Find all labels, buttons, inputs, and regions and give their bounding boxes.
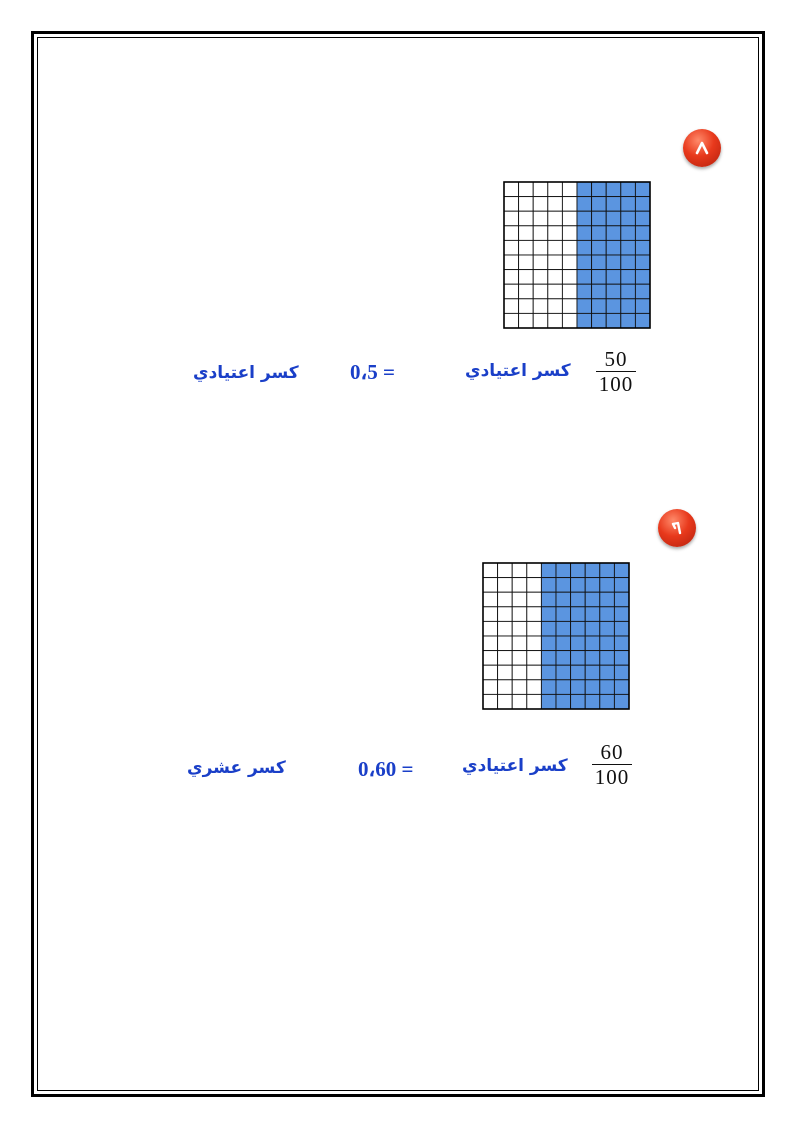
grid-cell-shaded	[541, 563, 556, 578]
grid-cell-shaded	[592, 284, 607, 299]
grid-cell-shaded	[592, 313, 607, 328]
grid-cell-shaded	[614, 636, 629, 651]
grid-cell-shaded	[577, 240, 592, 255]
grid-cell	[519, 197, 534, 212]
fraction-2-label: كسر اعتيادي	[462, 756, 568, 776]
grid-cell-shaded	[592, 182, 607, 197]
grid-cell-shaded	[600, 665, 615, 680]
grid-cell	[498, 694, 513, 709]
grid-cell	[504, 182, 519, 197]
grid-cell	[504, 299, 519, 314]
grid-cell-shaded	[614, 651, 629, 666]
grid-cell	[548, 299, 563, 314]
grid-cell-shaded	[614, 665, 629, 680]
grid-cell	[533, 255, 548, 270]
grid-cell	[504, 255, 519, 270]
grid-cell-shaded	[606, 182, 621, 197]
number-badge-icon	[694, 140, 710, 156]
grid-cell-shaded	[556, 680, 571, 695]
grid-cell-shaded	[556, 607, 571, 622]
grid-cell	[512, 680, 527, 695]
grid-cell-shaded	[606, 226, 621, 241]
grid-cell	[512, 665, 527, 680]
grid-cell-shaded	[556, 563, 571, 578]
grid-cell-shaded	[577, 182, 592, 197]
grid-cell-shaded	[577, 299, 592, 314]
grid-cell-shaded	[614, 592, 629, 607]
grid-cell	[498, 621, 513, 636]
grid-cell-shaded	[541, 636, 556, 651]
grid-cell-shaded	[571, 680, 586, 695]
grid-cell-shaded	[585, 636, 600, 651]
grid-cell-shaded	[621, 299, 636, 314]
grid-cell-shaded	[614, 578, 629, 593]
fraction-2-numerator: 60	[600, 740, 624, 764]
grid-cell	[527, 621, 542, 636]
grid-cell	[512, 592, 527, 607]
hundred-grid-1	[503, 181, 651, 329]
grid-cell-shaded	[621, 255, 636, 270]
grid-cell-shaded	[556, 651, 571, 666]
grid-cell	[562, 226, 577, 241]
grid-cell-shaded	[614, 563, 629, 578]
grid-cell	[533, 182, 548, 197]
exercise-2-badge	[658, 509, 696, 547]
grid-cell-shaded	[614, 694, 629, 709]
grid-cell-shaded	[571, 607, 586, 622]
grid-cell	[527, 694, 542, 709]
grid-cell	[519, 299, 534, 314]
number-badge-icon	[669, 520, 685, 536]
grid-cell	[562, 270, 577, 285]
grid-cell	[483, 680, 498, 695]
grid-cell	[504, 313, 519, 328]
grid-cell	[527, 636, 542, 651]
grid-cell-shaded	[541, 607, 556, 622]
grid-cell-shaded	[585, 563, 600, 578]
grid-cell-shaded	[600, 563, 615, 578]
grid-cell	[483, 578, 498, 593]
grid-cell-shaded	[577, 197, 592, 212]
grid-cell-shaded	[621, 313, 636, 328]
grid-cell-shaded	[621, 197, 636, 212]
grid-cell-shaded	[621, 182, 636, 197]
grid-cell	[504, 197, 519, 212]
grid-cell	[548, 197, 563, 212]
hundred-grid-2	[482, 562, 630, 710]
grid-cell	[512, 607, 527, 622]
grid-cell	[548, 270, 563, 285]
grid-cell	[519, 182, 534, 197]
grid-cell	[519, 270, 534, 285]
grid-cell	[562, 197, 577, 212]
grid-cell	[533, 284, 548, 299]
grid-cell-shaded	[585, 621, 600, 636]
fraction-1-label: كسر اعتيادي	[465, 361, 571, 381]
grid-cell	[527, 651, 542, 666]
grid-cell	[483, 607, 498, 622]
grid-cell	[548, 226, 563, 241]
grid-cell-shaded	[585, 578, 600, 593]
grid-cell	[519, 313, 534, 328]
grid-cell-shaded	[621, 270, 636, 285]
grid-cell-shaded	[606, 299, 621, 314]
grid-cell	[512, 694, 527, 709]
grid-cell	[498, 680, 513, 695]
grid-cell-shaded	[621, 226, 636, 241]
grid-cell	[483, 694, 498, 709]
grid-cell-shaded	[541, 665, 556, 680]
grid-cell-shaded	[585, 651, 600, 666]
grid-cell	[527, 592, 542, 607]
grid-cell	[533, 197, 548, 212]
grid-cell-shaded	[600, 651, 615, 666]
grid-cell	[498, 636, 513, 651]
grid-cell-shaded	[541, 578, 556, 593]
grid-cell-shaded	[621, 284, 636, 299]
grid-cell-shaded	[635, 284, 650, 299]
grid-cell-shaded	[571, 592, 586, 607]
grid-cell	[562, 313, 577, 328]
grid-cell-shaded	[606, 197, 621, 212]
grid-cell	[533, 313, 548, 328]
grid-cell	[548, 240, 563, 255]
grid-cell	[562, 299, 577, 314]
grid-cell-shaded	[571, 636, 586, 651]
grid-cell-shaded	[571, 694, 586, 709]
grid-cell	[527, 665, 542, 680]
grid-cell	[533, 240, 548, 255]
grid-cell-shaded	[571, 651, 586, 666]
grid-cell	[512, 578, 527, 593]
grid-cell	[548, 313, 563, 328]
grid-cell-shaded	[541, 621, 556, 636]
grid-cell-shaded	[577, 255, 592, 270]
equation-1: 0،5 =	[350, 360, 395, 384]
grid-cell	[498, 665, 513, 680]
grid-cell-shaded	[635, 299, 650, 314]
grid-cell-shaded	[592, 240, 607, 255]
grid-cell-shaded	[600, 592, 615, 607]
fraction-1-numerator: 50	[604, 347, 628, 371]
grid-cell	[548, 284, 563, 299]
grid-cell-shaded	[592, 226, 607, 241]
grid-cell-shaded	[635, 197, 650, 212]
grid-cell-shaded	[606, 240, 621, 255]
grid-cell-shaded	[606, 255, 621, 270]
grid-cell	[527, 578, 542, 593]
grid-cell	[548, 211, 563, 226]
grid-cell	[483, 621, 498, 636]
grid-cell-shaded	[541, 680, 556, 695]
grid-cell	[512, 621, 527, 636]
grid-cell-shaded	[541, 592, 556, 607]
grid-cell	[498, 651, 513, 666]
grid-cell	[498, 592, 513, 607]
grid-cell	[519, 226, 534, 241]
grid-cell-shaded	[592, 270, 607, 285]
grid-cell	[504, 270, 519, 285]
grid-cell-shaded	[606, 211, 621, 226]
grid-cell	[483, 563, 498, 578]
grid-cell	[562, 182, 577, 197]
grid-cell	[548, 182, 563, 197]
grid-cell-shaded	[592, 211, 607, 226]
grid-cell	[504, 211, 519, 226]
grid-cell	[562, 284, 577, 299]
grid-cell-shaded	[541, 651, 556, 666]
grid-cell	[533, 299, 548, 314]
result-2-label: كسر عشري	[187, 758, 286, 778]
grid-cell-shaded	[556, 578, 571, 593]
grid-cell	[504, 226, 519, 241]
fraction-2	[592, 741, 632, 788]
grid-cell-shaded	[592, 255, 607, 270]
grid-cell-shaded	[635, 240, 650, 255]
grid-cell-shaded	[571, 578, 586, 593]
grid-cell-shaded	[635, 182, 650, 197]
grid-cell-shaded	[577, 211, 592, 226]
grid-cell-shaded	[585, 592, 600, 607]
grid-cell-shaded	[556, 621, 571, 636]
grid-cell-shaded	[577, 284, 592, 299]
grid-cell-shaded	[556, 665, 571, 680]
grid-cell-shaded	[585, 694, 600, 709]
grid-cell	[512, 563, 527, 578]
grid-cell-shaded	[600, 694, 615, 709]
grid-cell-shaded	[577, 270, 592, 285]
grid-cell	[562, 211, 577, 226]
grid-cell-shaded	[614, 680, 629, 695]
grid-cell	[519, 240, 534, 255]
grid-cell-shaded	[635, 226, 650, 241]
grid-cell-shaded	[606, 313, 621, 328]
grid-cell-shaded	[635, 270, 650, 285]
grid-cell-shaded	[592, 197, 607, 212]
grid-cell	[527, 563, 542, 578]
grid-cell-shaded	[635, 211, 650, 226]
grid-cell-shaded	[614, 621, 629, 636]
grid-cell-shaded	[556, 636, 571, 651]
grid-cell	[483, 636, 498, 651]
grid-cell-shaded	[600, 578, 615, 593]
grid-cell-shaded	[621, 211, 636, 226]
grid-cell	[527, 680, 542, 695]
grid-cell	[533, 211, 548, 226]
grid-cell-shaded	[556, 694, 571, 709]
result-1-label: كسر اعتيادي	[193, 363, 299, 383]
grid-cell	[512, 636, 527, 651]
grid-cell-shaded	[606, 284, 621, 299]
grid-cell	[483, 592, 498, 607]
grid-cell	[498, 563, 513, 578]
grid-cell-shaded	[577, 226, 592, 241]
grid-cell	[504, 284, 519, 299]
grid-cell-shaded	[585, 680, 600, 695]
grid-cell-shaded	[556, 592, 571, 607]
grid-cell	[519, 284, 534, 299]
grid-cell-shaded	[571, 665, 586, 680]
grid-cell-shaded	[585, 665, 600, 680]
equation-2: 0،60 =	[358, 757, 414, 781]
grid-cell-shaded	[635, 255, 650, 270]
grid-cell	[562, 255, 577, 270]
exercise-1-badge	[683, 129, 721, 167]
grid-cell	[533, 226, 548, 241]
grid-cell	[548, 255, 563, 270]
grid-cell-shaded	[600, 636, 615, 651]
grid-cell	[512, 651, 527, 666]
grid-cell-shaded	[600, 621, 615, 636]
grid-cell-shaded	[592, 299, 607, 314]
grid-cell	[483, 665, 498, 680]
grid-cell	[562, 240, 577, 255]
grid-cell	[483, 651, 498, 666]
grid-cell	[504, 240, 519, 255]
grid-cell-shaded	[600, 607, 615, 622]
grid-cell-shaded	[585, 607, 600, 622]
grid-cell-shaded	[635, 313, 650, 328]
grid-cell-shaded	[571, 621, 586, 636]
grid-cell-shaded	[621, 240, 636, 255]
grid-cell-shaded	[541, 694, 556, 709]
fraction-1-denominator: 100	[598, 372, 634, 396]
grid-cell-shaded	[600, 680, 615, 695]
grid-cell	[519, 255, 534, 270]
grid-cell	[527, 607, 542, 622]
fraction-1	[596, 348, 636, 395]
grid-cell	[498, 607, 513, 622]
grid-cell-shaded	[606, 270, 621, 285]
grid-cell	[498, 578, 513, 593]
grid-cell	[533, 270, 548, 285]
grid-cell-shaded	[571, 563, 586, 578]
grid-cell	[519, 211, 534, 226]
grid-cell-shaded	[614, 607, 629, 622]
fraction-2-denominator: 100	[594, 765, 630, 789]
grid-cell-shaded	[577, 313, 592, 328]
